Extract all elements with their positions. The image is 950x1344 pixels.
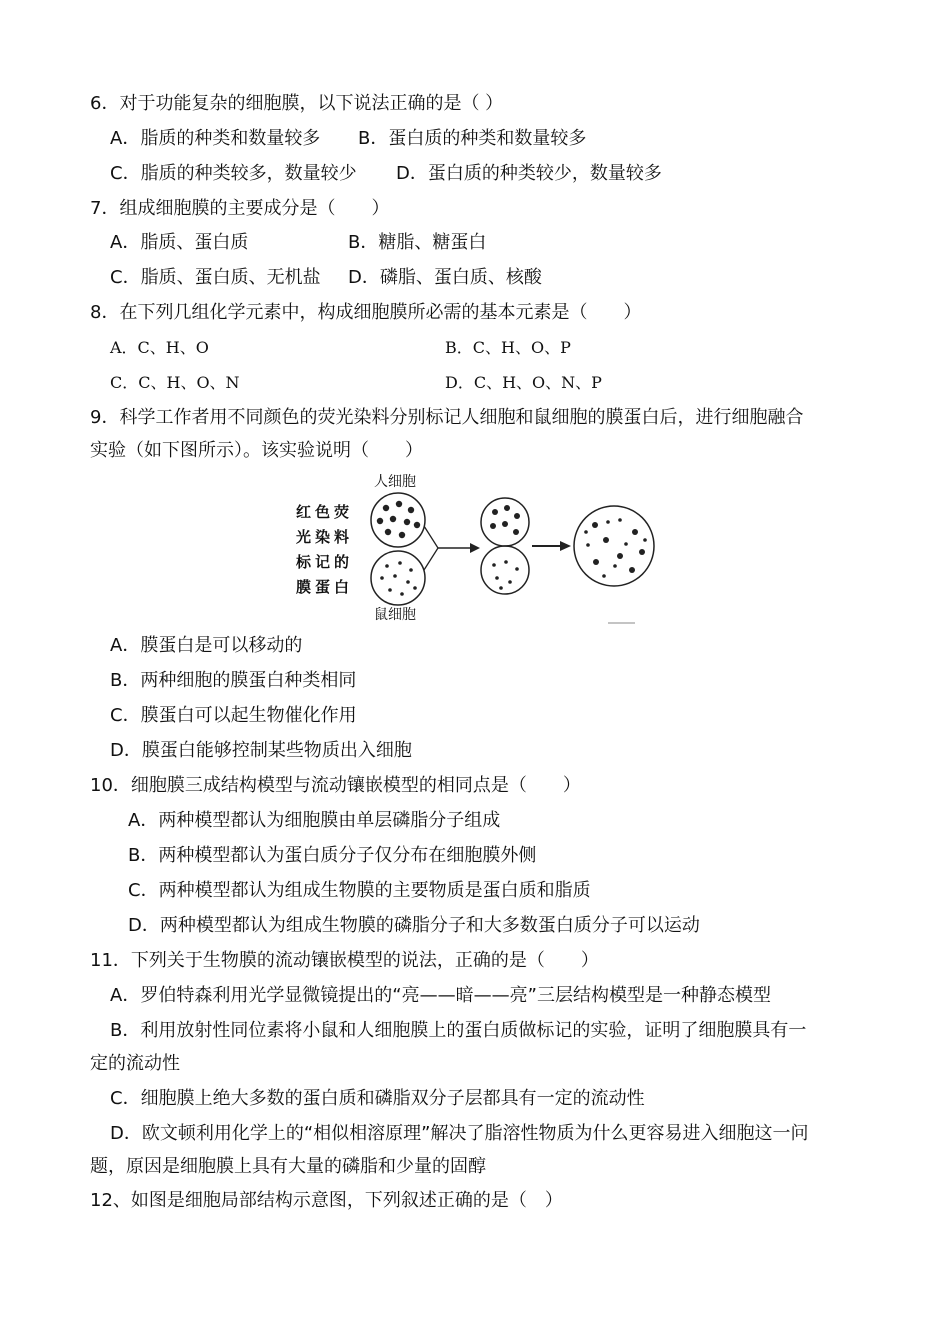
human-cell-label: 人细胞 [374,474,416,490]
q8-option-b[interactable]: B．C、H、O、P [445,338,571,357]
q9-option-c[interactable]: C．膜蛋白可以起生物催化作用 [110,705,357,726]
mouse-cell-label: 鼠细胞 [374,607,416,623]
q8-option-a[interactable]: A．C、H、O [110,338,209,357]
figure-side-label-2: 光染料 [296,528,354,546]
q6-option-d[interactable]: D．蛋白质的种类较少，数量较多 [396,163,662,184]
q10-option-a[interactable]: A．两种模型都认为细胞膜由单层磷脂分子组成 [128,810,501,831]
bracket-lines [424,526,438,570]
human-cell [371,493,425,547]
q11-option-c[interactable]: C．细胞膜上绝大多数的蛋白质和磷脂双分子层都具有一定的流动性 [110,1088,645,1109]
q6-stem: 6．对于功能复杂的细胞膜，以下说法正确的是（ ） [90,93,504,114]
q7-option-a[interactable]: A．脂质、蛋白质 [110,232,249,253]
q7-option-b[interactable]: B．糖脂、糖蛋白 [348,232,487,253]
q9-option-a[interactable]: A．膜蛋白是可以移动的 [110,635,303,656]
q8-stem: 8．在下列几组化学元素中，构成细胞膜所必需的基本元素是（ ） [90,302,642,323]
q11-option-d-line2[interactable]: 题，原因是细胞膜上具有大量的磷脂和少量的固醇 [90,1156,486,1177]
cell-fusion-figure [290,470,660,630]
q8-option-d[interactable]: D．C、H、O、N、P [445,373,602,392]
q11-option-d-line1[interactable]: D．欧文顿利用化学上的“相似相溶原理”解决了脂溶性物质为什么更容易进入细胞这一问 [110,1123,809,1144]
q11-option-b-line2[interactable]: 定的流动性 [90,1053,180,1074]
q8-option-c[interactable]: C．C、H、O、N [110,373,240,392]
fused-cell [574,506,654,586]
q6-option-b[interactable]: B．蛋白质的种类和数量较多 [358,128,587,149]
q9-stem-line1: 9．科学工作者用不同颜色的荧光染料分别标记人细胞和鼠细胞的膜蛋白后，进行细胞融合 [90,407,804,428]
q9-option-b[interactable]: B．两种细胞的膜蛋白种类相同 [110,670,357,691]
arrow-2 [532,541,571,551]
q11-stem: 11．下列关于生物膜的流动镶嵌模型的说法，正确的是（ ） [90,950,599,971]
figure-side-label-1: 红色荧 [296,503,354,521]
q6-option-a[interactable]: A．脂质的种类和数量较多 [110,128,321,149]
q10-option-b[interactable]: B．两种模型都认为蛋白质分子仅分布在细胞膜外侧 [128,845,537,866]
q9-stem-line2: 实验（如下图所示）。该实验说明（ ） [90,440,423,461]
q10-option-c[interactable]: C．两种模型都认为组成生物膜的主要物质是蛋白质和脂质 [128,880,591,901]
q9-option-d[interactable]: D．膜蛋白能够控制某些物质出入细胞 [110,740,412,761]
q11-option-a[interactable]: A．罗伯特森利用光学显微镜提出的“亮——暗——亮”三层结构模型是一种静态模型 [110,985,771,1006]
figure-side-label-3: 标记的 [296,553,354,571]
cell-fusion-diagram [290,470,660,630]
mouse-cell [371,551,425,605]
figure-side-label-4: 膜蛋白 [296,578,354,596]
fusing-cell [481,498,529,594]
q12-stem: 12、如图是细胞局部结构示意图，下列叙述正确的是（ ） [90,1190,563,1211]
q10-stem: 10．细胞膜三成结构模型与流动镶嵌模型的相同点是（ ） [90,775,581,796]
q6-option-c[interactable]: C．脂质的种类较多，数量较少 [110,163,357,184]
q7-option-d[interactable]: D．磷脂、蛋白质、核酸 [348,267,542,288]
q7-stem: 7．组成细胞膜的主要成分是（ ） [90,198,390,219]
q10-option-d[interactable]: D．两种模型都认为组成生物膜的磷脂分子和大多数蛋白质分子可以运动 [128,915,700,936]
arrow-1 [438,543,480,553]
q11-option-b-line1[interactable]: B．利用放射性同位素将小鼠和人细胞膜上的蛋白质做标记的实验，证明了细胞膜具有一 [110,1020,807,1041]
q7-option-c[interactable]: C．脂质、蛋白质、无机盐 [110,267,321,288]
